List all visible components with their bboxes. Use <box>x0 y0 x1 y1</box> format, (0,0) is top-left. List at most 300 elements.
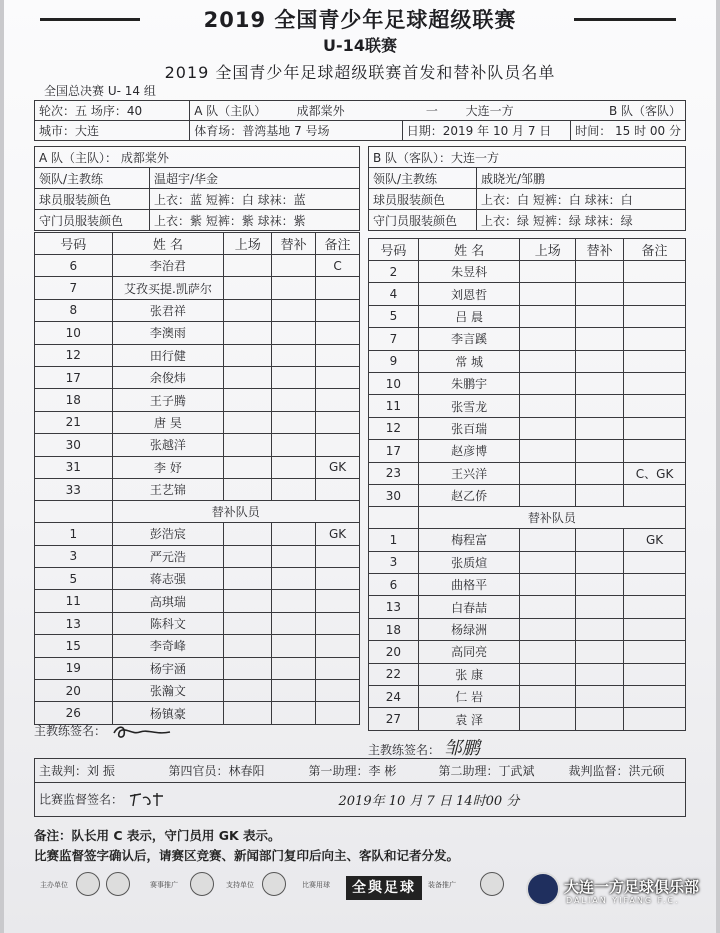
subs-label: 替补队员 <box>112 501 359 523</box>
sub-row <box>369 686 686 708</box>
player-name: 杨镇豪 <box>112 702 224 724</box>
player-note <box>316 277 360 299</box>
player-note <box>624 283 686 305</box>
name-header: 姓 名 <box>418 239 520 261</box>
player-name: 严元浩 <box>112 545 224 567</box>
player-note <box>316 545 360 567</box>
sub-cell <box>272 434 316 456</box>
match-info-table <box>34 100 686 141</box>
player-note <box>316 344 360 366</box>
away-label: B 队（客队） <box>571 101 686 121</box>
sub-cell <box>272 255 316 277</box>
player-note <box>624 551 686 573</box>
played-cell <box>224 568 272 590</box>
played-cell <box>224 680 272 702</box>
played-cell <box>520 484 576 506</box>
team-b-gk-kit: 上衣：绿 短裤：绿 球袜：绿 <box>477 210 686 231</box>
sponsor-label-support: 支持单位 <box>226 881 254 889</box>
player-number: 17 <box>35 366 113 388</box>
form-title: 2019 全国青少年足球超级联赛首发和替补队员名单 <box>164 63 556 82</box>
sub-cell <box>272 389 316 411</box>
player-number: 21 <box>35 411 113 433</box>
roster-header-row <box>369 239 686 261</box>
player-number: 18 <box>369 618 419 640</box>
player-number: 7 <box>369 328 419 350</box>
sponsor-label-organizer: 主办单位 <box>40 881 68 889</box>
played-cell <box>520 283 576 305</box>
sub-cell <box>576 261 624 283</box>
sub-row <box>35 545 360 567</box>
city-cell: 城市：大连 <box>35 121 190 141</box>
starter-row <box>35 277 360 299</box>
player-name: 张 康 <box>418 663 520 685</box>
player-number: 3 <box>369 551 419 573</box>
player-name: 李治君 <box>112 255 224 277</box>
played-cell <box>520 529 576 551</box>
played-cell <box>224 456 272 478</box>
sub-cell <box>576 663 624 685</box>
played-header: 上场 <box>224 233 272 255</box>
team-b-header: B 队（客队）：大连一方 <box>369 147 686 168</box>
sub-cell <box>576 596 624 618</box>
sub-cell <box>576 551 624 573</box>
team-a-kit-label: 球员服装颜色 <box>35 189 150 210</box>
club-watermark <box>522 870 712 910</box>
player-name: 张瀚文 <box>112 680 224 702</box>
supervisor-date: 2019年 10 月 7 日 14时00 分 <box>338 794 520 809</box>
played-cell <box>224 277 272 299</box>
player-name: 王子腾 <box>112 389 224 411</box>
player-note <box>624 641 686 663</box>
player-note <box>624 686 686 708</box>
player-name: 李奇峰 <box>112 635 224 657</box>
team-b-coach: 戚晓光/邹鹏 <box>477 168 686 189</box>
team-b-coach-label: 领队/主教练 <box>369 168 477 189</box>
sub-row <box>369 641 686 663</box>
starter-row <box>35 322 360 344</box>
sub-cell <box>272 612 316 634</box>
sub-cell <box>272 635 316 657</box>
played-cell <box>520 350 576 372</box>
sub-row <box>369 574 686 596</box>
sub-cell <box>576 529 624 551</box>
player-note <box>316 366 360 388</box>
sub-row <box>35 523 360 545</box>
player-note <box>624 708 686 730</box>
starter-row <box>35 456 360 478</box>
sub-cell <box>576 395 624 417</box>
team-a-gk-kit-label: 守门员服装颜色 <box>35 210 150 231</box>
player-number: 3 <box>35 545 113 567</box>
officials-table <box>34 758 686 817</box>
sub-row <box>35 568 360 590</box>
ball-brand-logo: 全與足球 <box>346 876 422 900</box>
match-sheet <box>4 0 716 933</box>
sub-cell <box>272 523 316 545</box>
starter-row <box>369 395 686 417</box>
player-number: 5 <box>35 568 113 590</box>
player-number: 11 <box>369 395 419 417</box>
starter-row <box>369 261 686 283</box>
team-b-signature: 邹鹏 <box>443 738 480 759</box>
sub-cell <box>272 456 316 478</box>
player-number: 24 <box>369 686 419 708</box>
team-a-coach: 温超宇/华金 <box>150 168 360 189</box>
player-name: 余俊炜 <box>112 366 224 388</box>
team-a-sign-row <box>34 722 180 741</box>
player-name: 李言蹊 <box>418 328 520 350</box>
sub-cell <box>576 686 624 708</box>
player-number: 4 <box>369 283 419 305</box>
starter-row <box>369 328 686 350</box>
team-b-sign-row <box>368 734 480 760</box>
team-a-gk-kit: 上衣：紫 短裤：紫 球袜：紫 <box>150 210 360 231</box>
player-name: 艾孜买提.凯萨尔 <box>112 277 224 299</box>
player-number: 6 <box>369 574 419 596</box>
played-cell <box>224 523 272 545</box>
player-note <box>624 663 686 685</box>
sub-cell <box>576 372 624 394</box>
time-cell: 时间： 15 时 00 分 <box>571 121 686 141</box>
starter-row <box>35 366 360 388</box>
player-number: 2 <box>369 261 419 283</box>
team-b-gk-kit-label: 守门员服装颜色 <box>369 210 477 231</box>
player-note <box>624 372 686 394</box>
subs-blank-cell <box>35 501 113 523</box>
player-note: GK <box>624 529 686 551</box>
sub-cell <box>576 305 624 327</box>
team-b-kit-label: 球员服装颜色 <box>369 189 477 210</box>
player-note <box>624 261 686 283</box>
player-number: 7 <box>35 277 113 299</box>
note-header: 备注 <box>316 233 360 255</box>
player-number: 27 <box>369 708 419 730</box>
player-name: 仁 岩 <box>418 686 520 708</box>
played-cell <box>520 372 576 394</box>
player-note <box>316 322 360 344</box>
played-cell <box>520 305 576 327</box>
played-cell <box>520 618 576 640</box>
supervisor-date-cell <box>305 783 686 817</box>
number-header: 号码 <box>35 233 113 255</box>
sub-cell <box>576 484 624 506</box>
note-line-2: 比赛监督签字确认后，请赛区竞赛、新闻部门复印后向主、客队和记者分发。 <box>34 848 460 863</box>
sub-row <box>369 596 686 618</box>
played-cell <box>520 641 576 663</box>
player-note <box>316 612 360 634</box>
team-a-signature <box>110 723 180 741</box>
organizer-logo-2-icon <box>106 872 130 896</box>
supervisor-signature <box>127 790 167 810</box>
home-team: 成都棠外 <box>293 101 403 121</box>
referee-supervisor: 裁判监督：洪元硕 <box>565 759 686 783</box>
player-name: 梅程富 <box>418 529 520 551</box>
player-name: 张君祥 <box>112 299 224 321</box>
player-note <box>624 618 686 640</box>
player-note <box>624 440 686 462</box>
player-number: 22 <box>369 663 419 685</box>
sponsor-label-promotion: 赛事推广 <box>150 881 178 889</box>
player-number: 13 <box>35 612 113 634</box>
organizer-logo-icon <box>76 872 100 896</box>
player-note <box>316 389 360 411</box>
player-name: 杨宇涵 <box>112 657 224 679</box>
player-name: 张质煊 <box>418 551 520 573</box>
player-name: 刘恩哲 <box>418 283 520 305</box>
player-note <box>316 478 360 500</box>
played-cell <box>520 328 576 350</box>
starter-row <box>35 434 360 456</box>
player-number: 8 <box>35 299 113 321</box>
player-name: 张越洋 <box>112 434 224 456</box>
player-number: 15 <box>35 635 113 657</box>
player-name: 李澳雨 <box>112 322 224 344</box>
player-number: 18 <box>35 389 113 411</box>
player-name: 蒋志强 <box>112 568 224 590</box>
sub-cell <box>576 641 624 663</box>
played-cell <box>520 596 576 618</box>
player-note <box>624 574 686 596</box>
player-name: 袁 泽 <box>418 708 520 730</box>
sub-row <box>369 618 686 640</box>
subs-section-row <box>35 501 360 523</box>
note-header: 备注 <box>624 239 686 261</box>
sub-row <box>35 657 360 679</box>
played-cell <box>520 663 576 685</box>
player-name: 张百瑞 <box>418 417 520 439</box>
sub-row <box>369 708 686 730</box>
sub-cell <box>272 344 316 366</box>
sub-cell <box>272 478 316 500</box>
promotion-logo-icon <box>190 872 214 896</box>
player-name: 曲格平 <box>418 574 520 596</box>
player-number: 6 <box>35 255 113 277</box>
sub-header: 替补 <box>576 239 624 261</box>
player-number: 12 <box>35 344 113 366</box>
played-cell <box>520 440 576 462</box>
league-title: 2019 全国青少年足球超级联赛 <box>203 8 517 32</box>
supervisor-sign-label: 比赛监督签名： <box>39 792 124 806</box>
player-note <box>316 702 360 724</box>
sub-row <box>369 663 686 685</box>
player-name: 吕 晨 <box>418 305 520 327</box>
sub-cell <box>272 702 316 724</box>
equipment-logo-icon <box>480 872 504 896</box>
player-number: 5 <box>369 305 419 327</box>
sub-cell <box>576 417 624 439</box>
played-cell <box>224 590 272 612</box>
played-cell <box>224 478 272 500</box>
player-note <box>624 395 686 417</box>
player-note <box>624 328 686 350</box>
stage-label: 全国总决赛 U- 14 组 <box>44 84 156 98</box>
player-number: 1 <box>369 529 419 551</box>
date-cell: 日期：2019 年 10 月 7 日 <box>402 121 570 141</box>
sub-cell <box>272 411 316 433</box>
sub-cell <box>576 462 624 484</box>
round-cell: 轮次：五 场序：40 <box>35 101 190 121</box>
starter-row <box>369 440 686 462</box>
player-note <box>316 411 360 433</box>
player-name: 唐 昊 <box>112 411 224 433</box>
team-a-sign-label: 主教练签名： <box>34 724 107 738</box>
sub-cell <box>272 277 316 299</box>
sub-cell <box>576 350 624 372</box>
team-a-roster <box>34 232 360 725</box>
subs-label: 替补队员 <box>418 507 685 529</box>
player-name: 常 城 <box>418 350 520 372</box>
player-note <box>624 417 686 439</box>
sub-row <box>35 612 360 634</box>
team-a-kit: 上衣：蓝 短裤：白 球袜：蓝 <box>150 189 360 210</box>
league-subtitle: U-14联赛 <box>323 36 397 55</box>
player-name: 田行健 <box>112 344 224 366</box>
played-cell <box>224 322 272 344</box>
played-header: 上场 <box>520 239 576 261</box>
sub-row <box>369 529 686 551</box>
starter-row <box>369 305 686 327</box>
home-label: A 队（主队） <box>190 101 293 121</box>
played-cell <box>224 612 272 634</box>
player-number: 9 <box>369 350 419 372</box>
sub-header: 替补 <box>272 233 316 255</box>
player-note <box>316 590 360 612</box>
sub-row <box>35 680 360 702</box>
played-cell <box>224 389 272 411</box>
player-name: 王兴洋 <box>418 462 520 484</box>
played-cell <box>520 708 576 730</box>
player-name: 彭浩宸 <box>112 523 224 545</box>
sub-cell <box>272 545 316 567</box>
note-line-1: 备注：队长用 C 表示，守门员用 GK 表示。 <box>34 828 281 843</box>
starter-row <box>369 462 686 484</box>
sub-cell <box>576 618 624 640</box>
sub-row <box>35 635 360 657</box>
player-name: 白春喆 <box>418 596 520 618</box>
player-note <box>624 596 686 618</box>
player-note <box>316 434 360 456</box>
sub-cell <box>272 322 316 344</box>
support-logo-icon <box>262 872 286 896</box>
played-cell <box>224 299 272 321</box>
player-number: 10 <box>35 322 113 344</box>
starter-row <box>35 255 360 277</box>
player-number: 20 <box>35 680 113 702</box>
sub-cell <box>272 366 316 388</box>
name-header: 姓 名 <box>112 233 224 255</box>
subs-section-row <box>369 507 686 529</box>
vs-dash: 一 <box>402 101 461 121</box>
sub-cell <box>576 574 624 596</box>
sub-row <box>369 551 686 573</box>
played-cell <box>520 574 576 596</box>
club-subname: DALIAN YIFANG F.C. <box>566 896 680 905</box>
player-note <box>624 305 686 327</box>
sponsor-label-ball: 比赛用球 <box>302 881 330 889</box>
sub-cell <box>272 299 316 321</box>
sub-cell <box>272 590 316 612</box>
team-a-info <box>34 146 360 231</box>
player-note <box>316 299 360 321</box>
roster-header-row <box>35 233 360 255</box>
played-cell <box>224 545 272 567</box>
played-cell <box>520 551 576 573</box>
played-cell <box>224 657 272 679</box>
team-b-roster <box>368 238 686 731</box>
player-number: 11 <box>35 590 113 612</box>
supervisor-sign-cell <box>35 783 305 817</box>
club-name: 大连一方足球俱乐部 <box>564 878 700 896</box>
player-note <box>316 680 360 702</box>
player-number: 10 <box>369 372 419 394</box>
player-name: 陈科文 <box>112 612 224 634</box>
player-name: 赵乙侨 <box>418 484 520 506</box>
team-a-coach-label: 领队/主教练 <box>35 168 150 189</box>
player-name: 杨绿洲 <box>418 618 520 640</box>
starter-row <box>369 484 686 506</box>
sub-cell <box>576 328 624 350</box>
player-name: 高琪瑞 <box>112 590 224 612</box>
sub-cell <box>272 568 316 590</box>
played-cell <box>224 411 272 433</box>
starter-row <box>35 411 360 433</box>
sub-cell <box>272 680 316 702</box>
sub-row <box>35 702 360 724</box>
player-name: 李 妤 <box>112 456 224 478</box>
played-cell <box>224 702 272 724</box>
player-note: C <box>316 255 360 277</box>
player-note: C、GK <box>624 462 686 484</box>
sub-cell <box>576 283 624 305</box>
team-b-info <box>368 146 686 231</box>
club-badge-icon <box>526 872 560 906</box>
fourth-official: 第四官员：林春阳 <box>165 759 305 783</box>
sub-cell <box>576 708 624 730</box>
player-number: 17 <box>369 440 419 462</box>
player-name: 高同亮 <box>418 641 520 663</box>
team-b-kit: 上衣：白 短裤：白 球袜：白 <box>477 189 686 210</box>
team-a-header: A 队（主队）： 成都棠外 <box>35 147 360 168</box>
number-header: 号码 <box>369 239 419 261</box>
player-name: 朱昱科 <box>418 261 520 283</box>
player-number: 13 <box>369 596 419 618</box>
player-number: 23 <box>369 462 419 484</box>
away-team: 大连一方 <box>462 101 571 121</box>
starter-row <box>35 478 360 500</box>
played-cell <box>520 261 576 283</box>
starter-row <box>369 372 686 394</box>
player-number: 30 <box>369 484 419 506</box>
player-number: 20 <box>369 641 419 663</box>
played-cell <box>520 462 576 484</box>
venue-cell: 体育场：普湾基地 7 号场 <box>190 121 403 141</box>
played-cell <box>520 395 576 417</box>
played-cell <box>224 344 272 366</box>
player-number: 19 <box>35 657 113 679</box>
starter-row <box>369 417 686 439</box>
starter-row <box>35 299 360 321</box>
player-name: 朱鹏宇 <box>418 372 520 394</box>
player-name: 赵彦博 <box>418 440 520 462</box>
played-cell <box>224 434 272 456</box>
played-cell <box>224 635 272 657</box>
player-number: 26 <box>35 702 113 724</box>
player-number: 1 <box>35 523 113 545</box>
player-note <box>624 484 686 506</box>
player-number: 31 <box>35 456 113 478</box>
played-cell <box>224 255 272 277</box>
assistant-1: 第一助理：李 彬 <box>305 759 435 783</box>
